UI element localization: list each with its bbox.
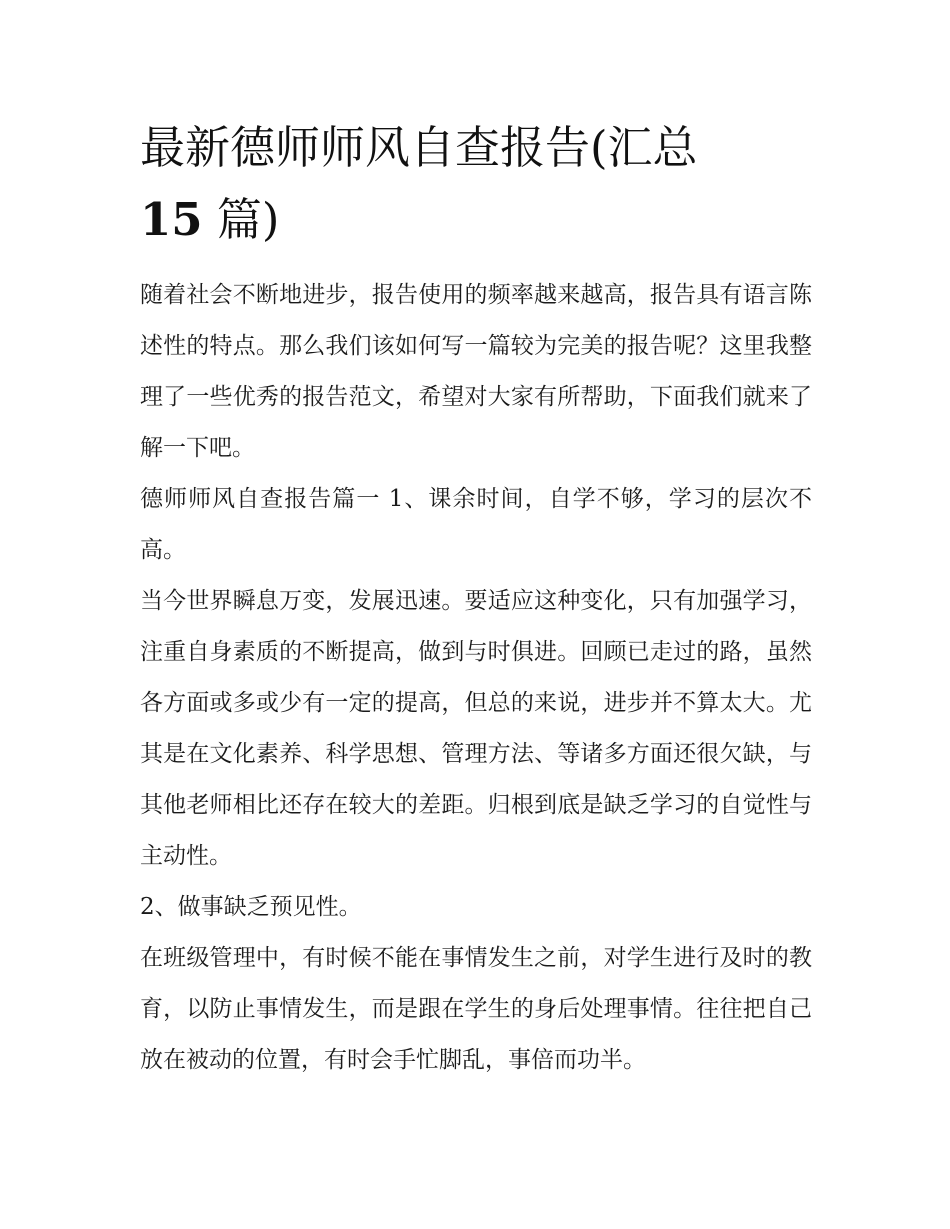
- title-suffix: 篇): [202, 193, 280, 246]
- document-body: [140, 112, 812, 1086]
- document-title: [140, 112, 812, 256]
- body-paragraph: 在班级管理中，有时候不能在事情发生之前，对学生进行及时的教育，以防止事情发生，而是跟在学生的身后处理事情。往往把自己放在被动的位置，有时会手忙脚乱，事倍而功半。: [140, 945, 812, 1073]
- body-paragraph: 当今世界瞬息万变，发展迅速。要适应这种变化，只有加强学习，注重自身素质的不断提高，做到与时俱进。回顾已走过的路，虽然各方面或多或少有一定的提高，但总的来说，进步并不算太大。尤其是在文化素养、科学思想、管理方法、等诸多方面还很欠缺，与其他老师相比还存在较大的差距。归根到底是缺乏学习的自觉性与主动性。: [140, 588, 812, 869]
- point-paragraph: 2、做事缺乏预见性。: [140, 894, 362, 920]
- intro-paragraph: 随着社会不断地进步，报告使用的频率越来越高，报告具有语言陈述性的特点。那么我们该如何写一篇较为完美的报告呢？这里我整理了一些优秀的报告范文，希望对大家有所帮助，下面我们就来了解一下吧。: [140, 282, 812, 461]
- title-line-1: 最新德师师风自查报告(汇总: [140, 121, 698, 174]
- section-heading-paragraph: 德师师风自查报告篇一 1、课余时间，自学不够，学习的层次不高。: [140, 486, 812, 563]
- title-number: 15: [140, 193, 203, 246]
